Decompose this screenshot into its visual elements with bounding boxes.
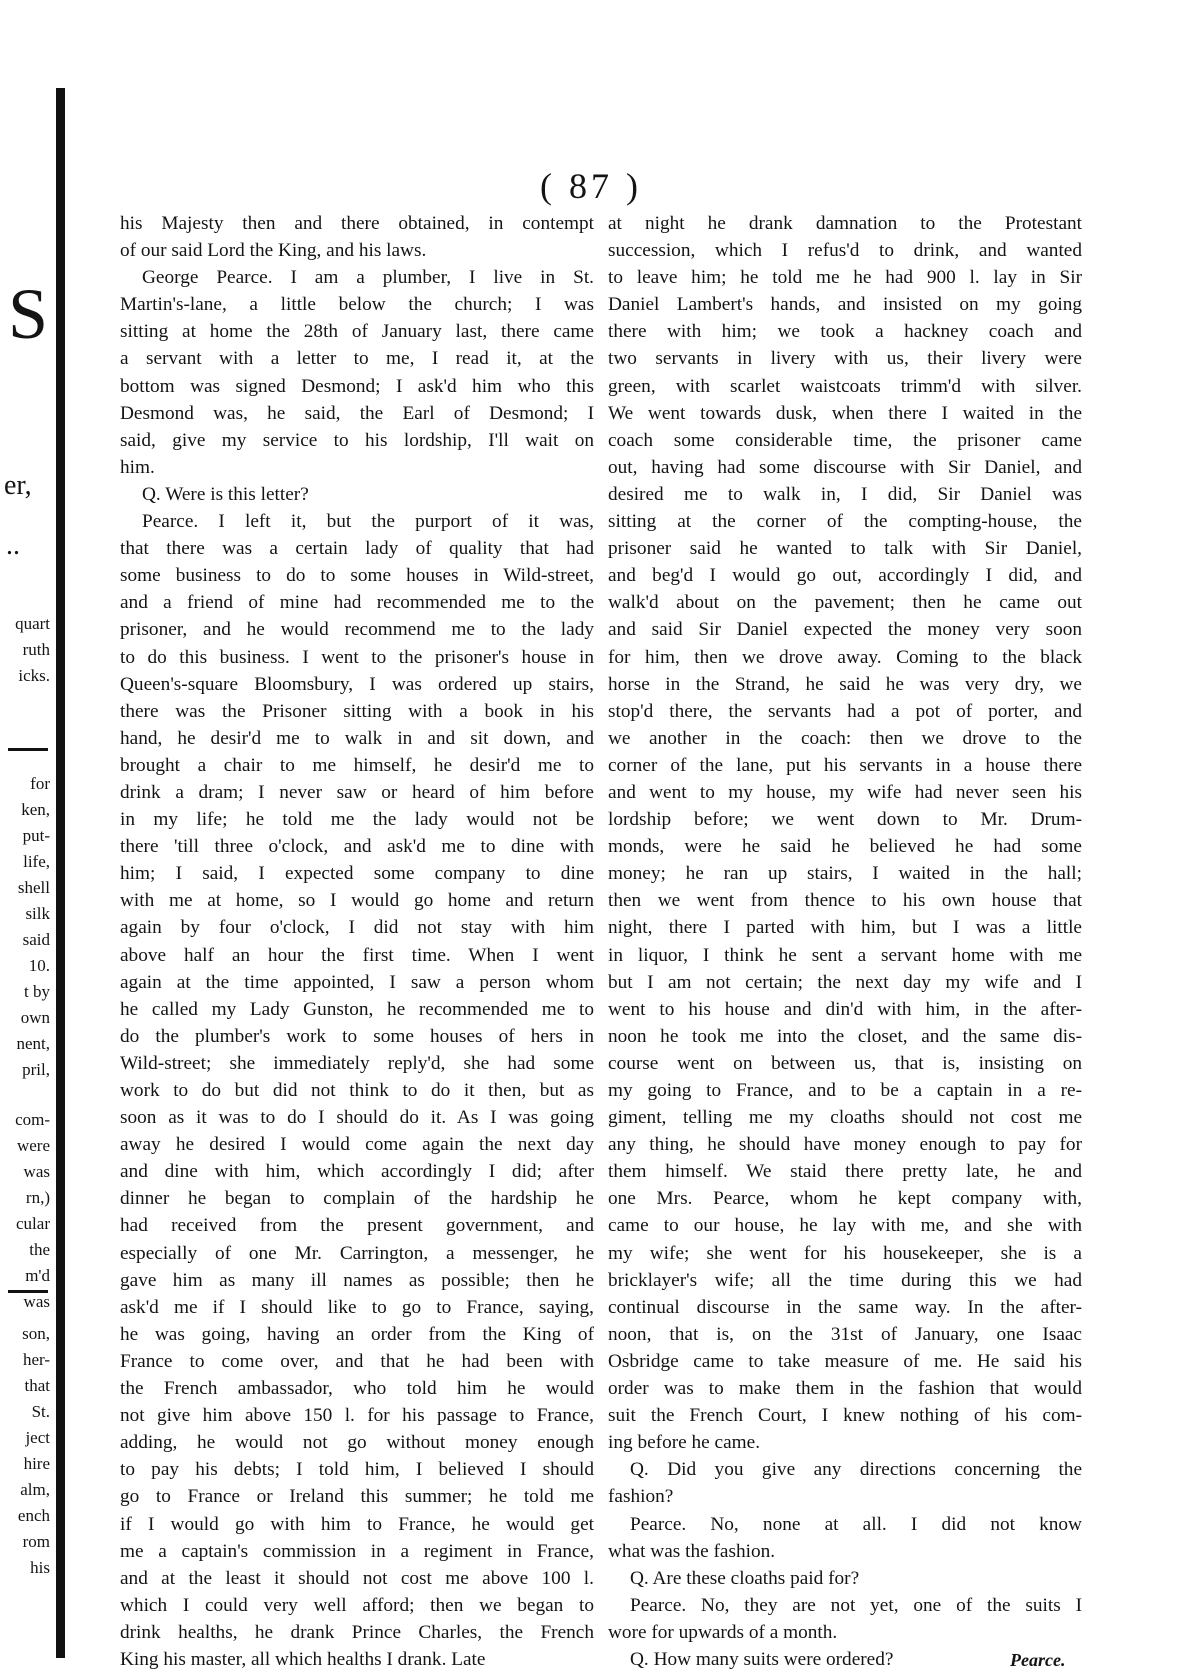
text-line: we another in the coach: then we drove to the <box>608 727 1082 749</box>
text-line: Q. Did you give any directions concerning the <box>630 1459 1082 1481</box>
text-line: lordship before; we went down to Mr. Drum- <box>608 809 1082 831</box>
text-line: if I would go with him to France, he would get <box>120 1513 594 1535</box>
gutter-word: com- <box>15 1110 50 1129</box>
text-line: gave him as many ill names as possible; then he <box>120 1269 594 1291</box>
text-line: his Majesty then and there obtained, in contempt <box>120 213 594 234</box>
text-line: went to his house and din'd with him, in the after- <box>608 998 1082 1020</box>
gutter-word: was <box>23 1162 50 1181</box>
text-line: Q. How many suits were ordered? <box>630 1648 894 1670</box>
gutter-word: son, <box>22 1324 50 1343</box>
text-line: my going to France, and to be a captain in a re- <box>608 1080 1082 1101</box>
text-line: out, having had some discourse with Sir Daniel, and <box>608 456 1082 478</box>
gutter-word: ruth <box>22 640 50 659</box>
text-line: stop'd there, the servants had a pot of porter, and <box>608 700 1082 722</box>
gutter-word: life, <box>23 852 50 871</box>
text-line: Pearce. No, none at all. I did not know <box>630 1513 1082 1535</box>
gutter-word: t by <box>24 982 50 1001</box>
text-line: said, give my service to his lordship, I'll wait on <box>120 429 594 451</box>
text-line: to pay his debts; I told him, I believed I should <box>120 1459 594 1481</box>
text-line: my wife; she went for his housekeeper, she is a <box>608 1242 1082 1264</box>
gutter-word: own <box>20 1008 50 1027</box>
text-line: him. <box>120 456 155 478</box>
gutter-word: rn,) <box>25 1188 50 1207</box>
text-line: had received from the present government, and <box>120 1215 594 1237</box>
gutter-word: St. <box>31 1402 50 1421</box>
text-line: he was going, having an order from the King of <box>120 1323 594 1345</box>
gutter-word: nent, <box>16 1034 50 1053</box>
text-line: in liquor, I think he sent a servant home with me <box>608 944 1082 966</box>
gutter-word: m'd <box>25 1266 50 1285</box>
text-line: noon he took me into the closet, and the same dis- <box>608 1025 1082 1047</box>
text-line: came to our house, he lay with me, and she with <box>608 1215 1082 1237</box>
text-line: him; I said, I expected some company to dine <box>120 863 594 885</box>
text-line: ing before he came. <box>608 1432 761 1454</box>
left-page-margin-fragment <box>0 0 72 1676</box>
catchword: Pearce. <box>1010 1650 1066 1670</box>
page-number: ( 87 ) <box>540 166 642 206</box>
gutter-word: said <box>22 930 50 949</box>
text-line: money; he ran up stairs, I waited in the hall; <box>608 863 1082 885</box>
gutter-initial-letter: S <box>8 274 49 354</box>
text-line: work to do but did not think to do it then, but as <box>120 1080 594 1101</box>
text-line: Pearce. I left it, but the purport of it was, <box>142 511 594 533</box>
text-line: Osbridge came to take measure of me. He said his <box>608 1350 1082 1372</box>
text-line: Daniel Lambert's hands, and insisted on my going <box>608 294 1082 316</box>
gutter-rule <box>8 748 48 751</box>
text-line: succession, which I refus'd to drink, and wanted <box>608 240 1082 262</box>
gutter-word: shell <box>17 878 50 897</box>
text-line: then we went from thence to his own house that <box>608 890 1082 912</box>
text-line: course went on between us, that is, insisting on <box>608 1052 1082 1074</box>
gutter-word: that <box>24 1376 50 1395</box>
text-line: but I am not certain; the next day my wife and I <box>608 971 1082 993</box>
text-line: he called my Lady Gunston, he recommended me to <box>120 998 594 1020</box>
text-line: any thing, he should have money enough to pay for <box>608 1134 1082 1156</box>
gutter-word: rom <box>22 1532 50 1551</box>
text-line: giment, telling me my cloaths should not cost me <box>608 1107 1082 1129</box>
text-line: sitting at home the 28th of January last, there came <box>120 321 594 343</box>
text-line: there with him; we took a hackney coach and <box>608 321 1082 343</box>
text-line: Martin's-lane, a little below the church; I was <box>120 294 594 316</box>
text-line: hand, he desir'd me to walk in and sit down, and <box>120 727 594 749</box>
text-line: there was the Prisoner sitting with a book in his <box>120 700 594 722</box>
gutter-fragment: er, <box>4 470 32 501</box>
text-line: with me at home, so I would go home and return <box>120 890 594 912</box>
text-line: and dine with him, which accordingly I did; after <box>120 1161 594 1183</box>
text-line: soon as it was to do I should do it. As I was going <box>120 1107 594 1129</box>
text-line: horse in the Strand, he said he was very dry, we <box>608 673 1082 695</box>
text-line: of our said Lord the King, and his laws. <box>120 240 427 262</box>
text-line: noon, that is, on the 31st of January, one Isaac <box>608 1323 1082 1345</box>
text-line: Wild-street; she immediately reply'd, she had some <box>120 1052 594 1074</box>
text-line: especially of one Mr. Carrington, a messenger, he <box>120 1242 594 1264</box>
text-line: desired me to walk in, I did, Sir Daniel was <box>608 483 1082 505</box>
text-line: France to come over, and that he had been with <box>120 1350 594 1372</box>
gutter-word: silk <box>25 904 50 923</box>
text-line: which I could very well afford; then we began to <box>120 1594 594 1616</box>
text-line: to leave him; he told me he had 900 l. lay in Sir <box>608 267 1082 289</box>
text-line: and went to my house, my wife had never seen his <box>608 781 1082 803</box>
text-line: green, with scarlet waistcoats trimm'd with silver. <box>608 375 1082 397</box>
text-line: go to France or Ireland this summer; he told me <box>120 1486 594 1508</box>
text-line: again by four o'clock, I did not stay with him <box>120 917 594 939</box>
text-line: and a friend of mine had recommended me to the <box>120 592 594 614</box>
text-line: order was to make them in the fashion that would <box>608 1378 1082 1400</box>
text-line: suit the French Court, I knew nothing of his com- <box>608 1405 1082 1427</box>
text-line: wore for upwards of a month. <box>608 1621 838 1643</box>
left-text-column <box>120 210 594 1673</box>
text-line: the French ambassador, who told him he would <box>120 1378 594 1400</box>
text-line: Q. Are these cloaths paid for? <box>630 1567 860 1589</box>
binding-shadow <box>56 88 65 1658</box>
text-line: for him, then we drove away. Coming to the black <box>608 646 1082 668</box>
text-line: drink a dram; I never saw or heard of him before <box>120 781 594 803</box>
text-line: what was the fashion. <box>608 1540 776 1562</box>
text-line: adding, he would not go without money enough <box>120 1432 594 1454</box>
text-line: there 'till three o'clock, and ask'd me to dine with <box>120 836 594 858</box>
text-line: We went towards dusk, when there I waited in the <box>608 402 1082 424</box>
text-line: and beg'd I would go out, accordingly I did, and <box>608 565 1082 587</box>
gutter-word: her- <box>22 1350 50 1369</box>
text-line: bricklayer's wife; all the time during this we had <box>608 1269 1082 1291</box>
gutter-word: his <box>30 1558 50 1577</box>
text-line: one Mrs. Pearce, whom he kept company with, <box>608 1188 1082 1210</box>
right-text-column <box>608 210 1082 1673</box>
text-line: not give him above 150 l. for his passage to France, <box>120 1405 594 1427</box>
text-line: some business to do to some houses in Wild-street, <box>120 565 594 587</box>
gutter-word: were <box>16 1136 50 1155</box>
text-line: fashion? <box>608 1486 674 1508</box>
text-line: brought a chair to me himself, he desir'd me to <box>120 754 594 776</box>
text-line: a servant with a letter to me, I read it, at the <box>120 348 594 370</box>
text-line: coach some considerable time, the prisoner came <box>608 429 1082 451</box>
gutter-word: quart <box>15 614 50 633</box>
gutter-word: the <box>29 1240 50 1259</box>
gutter-word: hire <box>23 1454 50 1473</box>
text-line: monds, were he said he believed he had some <box>608 836 1082 858</box>
gutter-word: ken, <box>21 800 50 819</box>
text-line: that there was a certain lady of quality that had <box>120 538 594 560</box>
text-line: night, there I parted with him, but I was a little <box>608 917 1082 939</box>
text-line: me a captain's commission in a regiment in France, <box>120 1540 594 1562</box>
text-line: ask'd me if I should like to go to France, saying, <box>120 1296 594 1318</box>
text-line: sitting at the corner of the compting-house, the <box>608 511 1082 533</box>
gutter-word: put- <box>22 826 50 845</box>
text-line: prisoner said he wanted to talk with Sir Daniel, <box>608 538 1082 560</box>
text-line: away he desired I would come again the next day <box>120 1134 594 1156</box>
text-line: continual discourse in the same way. In the after- <box>608 1296 1082 1318</box>
text-line: George Pearce. I am a plumber, I live in St. <box>142 267 594 289</box>
text-line: corner of the lane, put his servants in a house there <box>608 754 1082 776</box>
text-line: Q. Were is this letter? <box>142 483 309 505</box>
text-line: and at the least it should not cost me above 100 l. <box>120 1567 594 1589</box>
gutter-fragment: .. <box>6 530 20 561</box>
gutter-word: pril, <box>22 1060 50 1079</box>
gutter-word: cular <box>16 1214 50 1233</box>
text-line: Pearce. No, they are not yet, one of the suits I <box>630 1594 1082 1616</box>
gutter-word: icks. <box>18 666 50 685</box>
text-line: to do this business. I went to the prisoner's house in <box>120 646 594 668</box>
text-line: them himself. We staid there pretty late, he and <box>608 1161 1082 1183</box>
text-line: walk'd about on the pavement; then he came out <box>608 592 1082 614</box>
text-line: bottom was signed Desmond; I ask'd him who this <box>120 375 594 397</box>
text-line: Desmond was, he said, the Earl of Desmond; I <box>120 402 594 424</box>
text-line: above half an hour the first time. When I went <box>120 944 594 966</box>
text-line: in my life; he told me the lady would not be <box>120 809 594 831</box>
text-line: Queen's-square Bloomsbury, I was ordered up stairs, <box>120 673 594 695</box>
text-line: prisoner, and he would recommend me to the lady <box>120 619 594 641</box>
gutter-word: alm, <box>20 1480 50 1499</box>
text-line: two servants in livery with us, their livery were <box>608 348 1082 370</box>
gutter-word: for <box>30 774 50 793</box>
text-line: and said Sir Daniel expected the money very soon <box>608 619 1082 641</box>
text-line: at night he drank damnation to the Protestant <box>608 213 1082 234</box>
gutter-word: was <box>23 1292 50 1311</box>
text-line: again at the time appointed, I saw a person whom <box>120 971 594 993</box>
text-line: King his master, all which healths I drank. Late <box>120 1648 486 1670</box>
text-line: drink healths, he drank Prince Charles, the French <box>120 1621 594 1643</box>
text-line: do the plumber's work to some houses of hers in <box>120 1025 594 1047</box>
gutter-word: ject <box>25 1428 50 1447</box>
text-line: dinner he began to complain of the hardship he <box>120 1188 594 1210</box>
gutter-word: ench <box>17 1506 50 1525</box>
gutter-word: 10. <box>28 956 50 975</box>
